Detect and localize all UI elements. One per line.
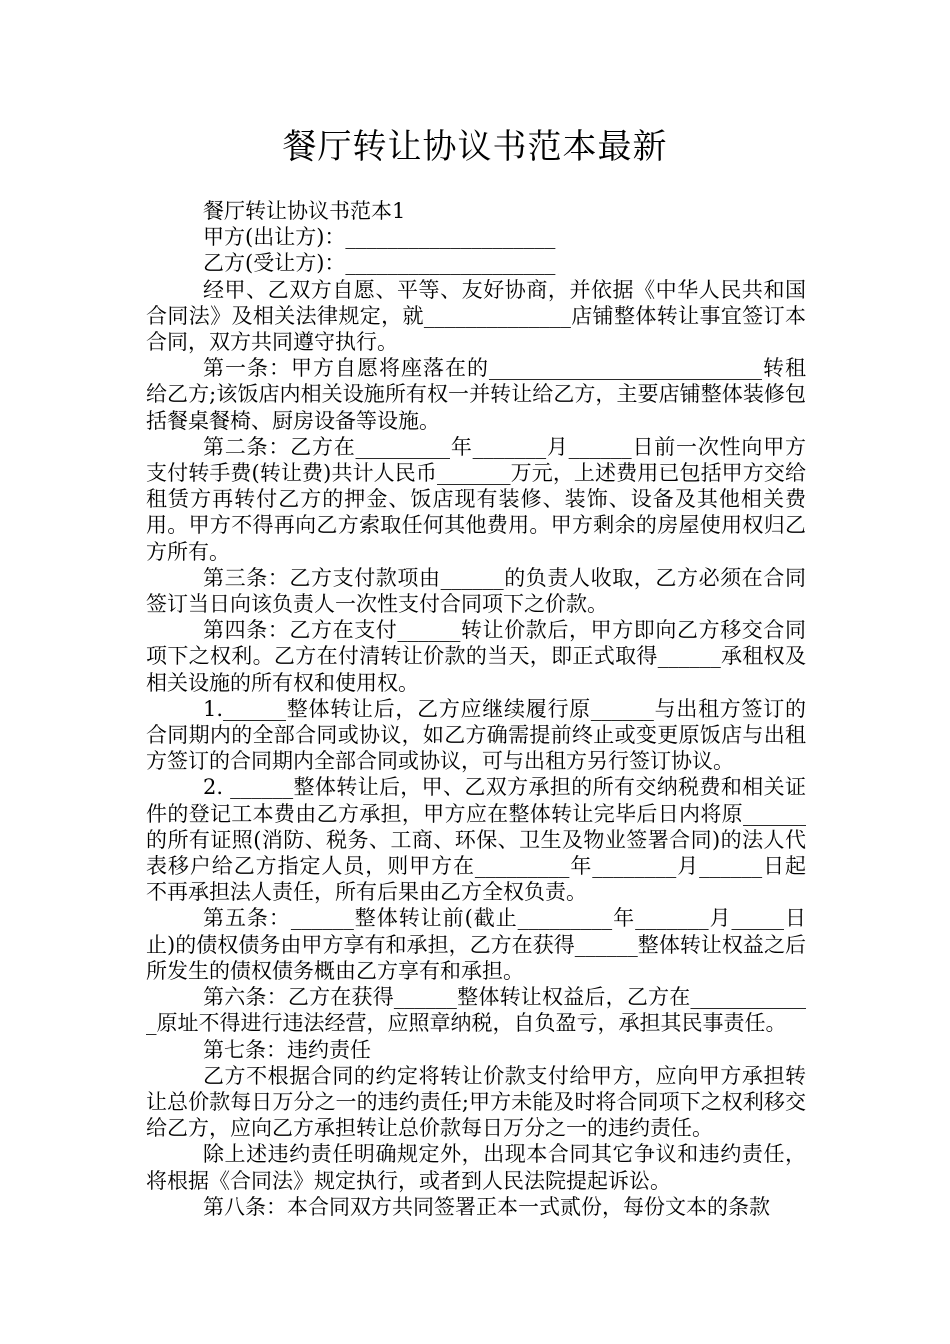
paragraph-preamble: 经甲、乙双方自愿、平等、友好协商，并依据《中华人民共和国合同法》及相关法律规定，就______________店铺整体转让事宜签订本合同，双方共同遵守执行。 [146,277,806,355]
paragraph-heading: 餐厅转让协议书范本1 [203,199,406,223]
paragraph-article-6: 第六条：乙方在获得______整体转让权益后，乙方在____________原址不得进行违法经营，应照章纳税，自负盈亏，承担其民事责任。 [146,985,806,1036]
paragraph-article-3: 第三条：乙方支付款项由______的负责人收取，乙方必须在合同签订当日向该负责人一次性支付合同项下之价款。 [146,565,806,617]
paragraph-breach-2: 除上述违约责任明确规定外，出现本合同其它争议和违约责任，将根据《合同法》规定执行，或者到人民法院提起诉讼。 [146,1142,806,1193]
paragraph-article-8: 第八条：本合同双方共同签署正本一式贰份，每份文本的条款 [203,1194,770,1219]
paragraph-article-2: 第二条：乙方在_________年_______月______日前一次性向甲方支付转手费(转让费)共计人民币_______万元，上述费用已包括甲方交给租赁方再转付乙方的押金、饭店现有装修、装饰、设备及其他相关费用。甲方不得再向乙方索取任何其他费用。甲方剩余的房屋使用权归乙方所有。 [146,434,806,564]
paragraph-clause-2: 2. ______整体转让后，甲、乙双方承担的所有交纳税费和相关证件的登记工本费由乙方承担，甲方应在整体转让完毕后日内将原______的所有证照(消防、税务、工商、环保、卫生及物业签署合同)的法人代表移户给乙方指定人员，则甲方在_________年________月______日起不再承担法人责任，所有后果由乙方全权负责。 [146,775,806,905]
paragraph-article-5: 第五条：______整体转让前(截止_________年_______月_____日止)的债权债务由甲方享有和承担，乙方在获得______整体转让权益之后所发生的债权债务概由乙方享有和承担。 [146,906,806,983]
document-body [146,198,806,1220]
document-title: 餐厅转让协议书范本最新 [282,127,668,167]
paragraph-breach-1: 乙方不根据合同的约定将转让价款支付给甲方，应向甲方承担转让总价款每日万分之一的违约责任;甲方未能及时将合同项下之权利移交给乙方，应向乙方承担转让总价款每日万分之一的违约责任。 [146,1063,806,1141]
paragraph-clause-1: 1.______整体转让后，乙方应继续履行原______与出租方签订的合同期内的全部合同或协议，如乙方确需提前终止或变更原饭店与出租方签订的合同期内全部合同或协议，可与出租方另行签订协议。 [146,696,806,774]
paragraph-party-b: 乙方(受让方)：____________________ [203,251,556,276]
paragraph-party-a: 甲方(出让方)：____________________ [203,225,556,250]
paragraph-article-7: 第七条：违约责任 [203,1037,371,1062]
paragraph-article-4: 第四条：乙方在支付______转让价款后，甲方即向乙方移交合同项下之权利。乙方在付清转让价款的当天，即正式取得______承租权及相关设施的所有权和使用权。 [146,618,806,695]
paragraph-article-1: 第一条：甲方自愿将座落在的__________________________转租给乙方;该饭店内相关设施所有权一并转让给乙方，主要店铺整体装修包括餐桌餐椅、厨房设备等设施。 [146,356,806,433]
